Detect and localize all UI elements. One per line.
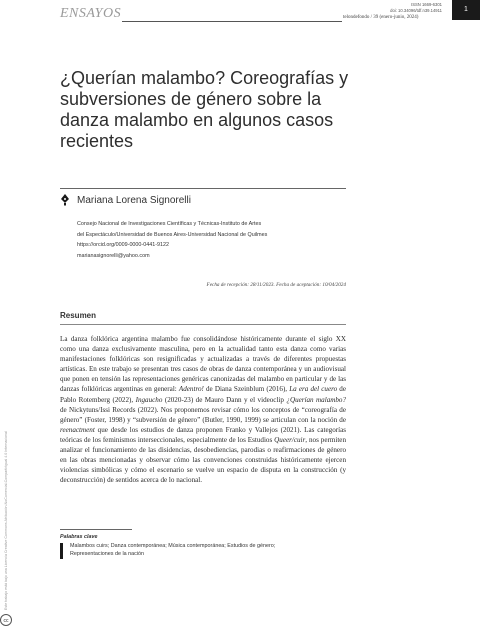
issn-line: ISSN 1669-6301 <box>411 2 442 7</box>
page-number-badge: 1 <box>452 0 480 20</box>
keywords-bar <box>60 543 63 559</box>
header-rule <box>122 21 342 22</box>
issn-block <box>350 2 442 14</box>
term: reenactment <box>60 425 95 434</box>
doi-line[interactable]: doi: 10.34096/tdf.n39.14911 <box>390 8 442 13</box>
author-name: Mariana Lorena Signorelli <box>77 195 191 206</box>
author-affiliation <box>77 219 347 261</box>
keywords-line: Representaciones de la nación <box>70 550 145 557</box>
keywords-divider <box>60 529 132 530</box>
section-label: ENSAYOS <box>60 6 122 21</box>
work-title: Adentro! <box>178 385 204 394</box>
affiliation-line: del Espectáculo/Universidad de Buenos Aires-Universidad Nacional de Quilmes <box>77 231 268 238</box>
article-title: ¿Querían malambo? Coreografías y subversiones de género sobre la danza malambo en algunos casos recientes <box>60 68 349 151</box>
license-side-text: Este trabajo está bajo una Licencia Creative Commons Atribución-NoComercial-CompartirIgual 4.0 Internacional <box>4 431 8 610</box>
keywords-line: Malambos cuirs; Danza contemporánea; Música contemporánea; Estudios de género; <box>70 543 276 549</box>
author-divider <box>60 188 346 189</box>
affiliation-line: Consejo Nacional de Investigaciones Científicas y Técnicas-Instituto de Artes <box>77 221 262 227</box>
work-title: Ingaucho <box>135 395 163 404</box>
author-pen-icon <box>60 194 70 206</box>
orcid-link[interactable]: https://orcid.org/0009-0000-0441-9122 <box>77 242 170 248</box>
abstract-heading: Resumen <box>60 311 97 320</box>
keywords-heading: Palabras clave <box>60 534 98 540</box>
journal-citation: telondefondo / 39 (enero-junio, 2024) <box>343 15 419 20</box>
abstract-body: La danza folklórica argentina malambo fue consolidándose históricamente durante el siglo XX como una danza exclusivamente masculina, pero en la actualidad tanto esta danza como varias manifestaciones folklóricas son resignificadas y actualizadas a través de diferentes propuestas artísticas. En este trabajo se presentan tres casos de obras de danza contemporánea y un audiovisual que ponen en tensión las representaciones genéricas canonizadas del malambo en particular y de las danzas folklóricas argentinas en general: Adentro! de Diana Szeinblum (2016), La era del cuero de Pablo Rotemberg (2022), Ingaucho (2020-23) de Mauro Dann y el videoclip ¿Querían malambo? de Nickytuns/Issi Records (2022). Nos proponemos revisar cómo los conceptos de “coreografía de género” (Foster, 1998) y “subversión de género” (Butler, 1990, 1999) se articulan con la noción de reenactment que desde los estudios de danza proponen Franko y Vallejos (2021). Las categorías teóricas de los feminismos interseccionales, especialmente de los Estudios Queer/cuir, nos permiten analizar el funcionamiento de las disidencias, desobediencias, parodias o reafirmaciones de género en las obras mencionadas y observar cómo las convenciones construidas históricamente ejercen violencias simbólicas y cómo el escenario se vuelve un espacio de disputa en la construcción (y deconstrucción) de sentidos acerca de lo nacional. <box>60 335 346 485</box>
keywords-list <box>70 543 360 558</box>
term: Queer/cuir <box>274 435 306 444</box>
creative-commons-icon[interactable]: cc <box>0 614 12 626</box>
work-title: ¿Querían malambo? <box>286 395 346 404</box>
work-title: La era del cuero <box>289 385 338 394</box>
abstract-divider <box>60 324 346 325</box>
author-email[interactable]: marianasignorelli@yahoo.com <box>77 252 150 259</box>
reception-dates: Fecha de recepción: 28/11/2023. Fecha de aceptación: 10/04/2024 <box>206 282 346 288</box>
